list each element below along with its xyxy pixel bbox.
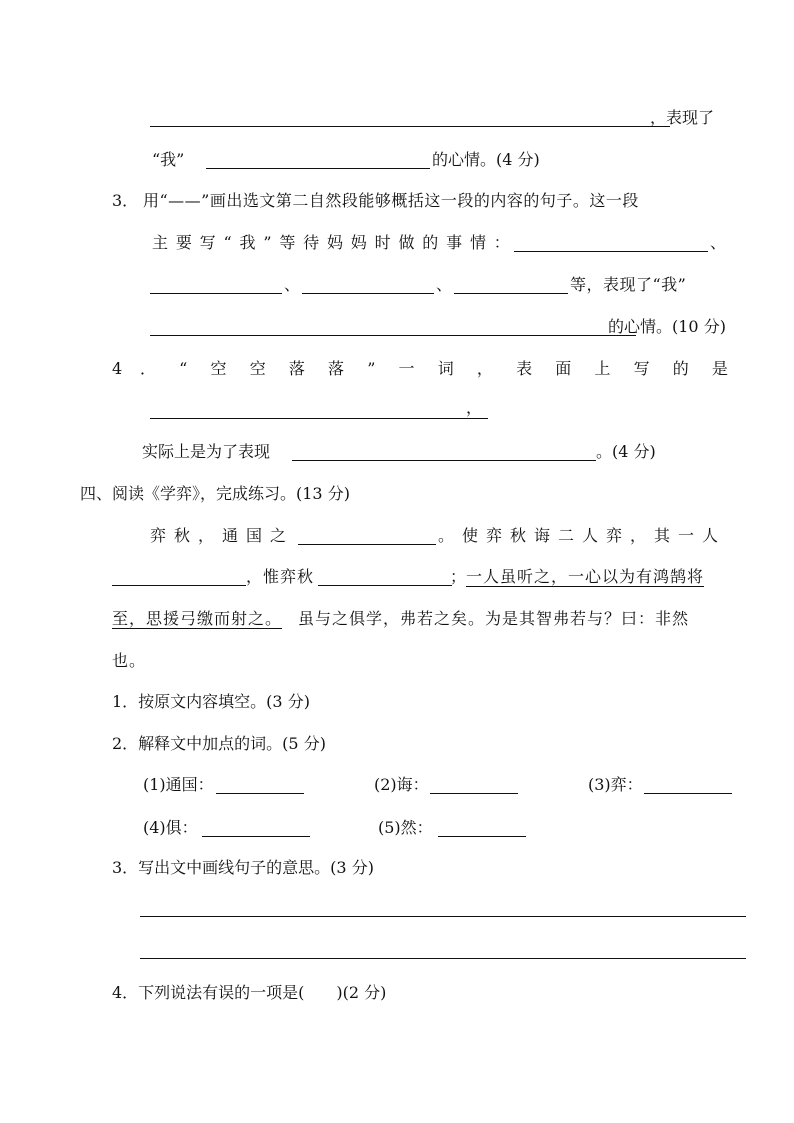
section-heading: 四、阅读《学弈》，完成练习。(13 分) (80, 484, 350, 503)
question-1: 1．按原文内容填空。(3 分) (112, 692, 310, 711)
q3-line4-suffix: 的心情。(10 分) (608, 317, 726, 336)
answer-blank[interactable] (298, 544, 436, 545)
question-4: 4．下列说法有误的一项是( )(2 分) (112, 983, 387, 1002)
q2-item-3-label: (3)弈： (588, 775, 643, 794)
answer-blank[interactable] (112, 585, 246, 586)
passage-line3-rest: 虽与之俱学，弗若之矣。为是其智弗若与？曰：非然 (298, 609, 690, 628)
passage-line1-prefix: 弈秋，通国之 (150, 526, 295, 545)
q2-item-4-label: (4)俱： (143, 818, 198, 837)
passage-line2-mid: ，惟弈秋 (246, 567, 315, 586)
passage-semicolon: ； (450, 567, 468, 586)
answer-blank[interactable] (150, 418, 488, 419)
answer-blank[interactable] (206, 168, 430, 169)
q2-line2-suffix: 的心情。(4 分) (432, 150, 540, 169)
q3-text-line2: 主 要 写 “ 我 ” 等 待 妈 妈 时 做 的 事 情 ： (152, 233, 510, 252)
answer-blank[interactable] (644, 793, 732, 794)
passage-line1-suffix: 。使弈秋诲二人弈，其一人 (438, 526, 727, 545)
passage-underlined-sentence-cont: 至，思援弓缴而射之。 (112, 609, 283, 628)
answer-blank[interactable] (454, 293, 568, 294)
question-3: 3．写出文中画线句子的意思。(3 分) (112, 858, 374, 877)
q4-line1: ． “ 空 空 落 落 ” 一 词 ， 表 面 上 写 的 是 (140, 359, 728, 378)
answer-blank[interactable] (318, 585, 452, 586)
q3-text-line1: 用“——”画出选文第二自然段能够概括这一段的内容的句子。这一段 (143, 191, 639, 210)
answer-blank[interactable] (216, 793, 304, 794)
q4-comma: ， (466, 398, 483, 417)
q3-number: 3． (112, 191, 139, 210)
answer-blank[interactable] (514, 251, 708, 252)
answer-blank[interactable] (150, 335, 636, 336)
answer-line[interactable] (140, 916, 746, 917)
answer-blank[interactable] (292, 460, 596, 461)
separator: 、 (710, 233, 727, 252)
answer-line[interactable] (140, 958, 746, 959)
q4-line3-suffix: 。(4 分) (596, 442, 656, 461)
q4-number: 4 (112, 359, 123, 378)
q2-line2-prefix: “我” (152, 150, 185, 169)
q2-item-5-label: (5)然： (378, 818, 433, 837)
q2-item-1-label: (1)通国： (143, 775, 214, 794)
q2-line1-suffix: ，表现了 (650, 108, 715, 127)
q2-item-2-label: (2)诲： (374, 775, 429, 794)
answer-blank[interactable] (150, 293, 282, 294)
answer-blank[interactable] (302, 293, 434, 294)
answer-blank[interactable] (438, 836, 526, 837)
q3-line3-suffix: 等，表现了“我” (570, 275, 687, 294)
separator: 、 (284, 275, 301, 294)
q4-line3-prefix: 实际上是为了表现 (142, 442, 271, 461)
passage-underlined-sentence: 一人虽听之，一心以为有鸿鹄将 (466, 567, 705, 586)
answer-blank[interactable] (202, 836, 310, 837)
passage-line4: 也。 (112, 651, 147, 670)
answer-blank[interactable] (150, 126, 670, 127)
separator: 、 (436, 275, 453, 294)
question-2: 2．解释文中加点的词。(5 分) (112, 734, 326, 753)
answer-blank[interactable] (430, 793, 518, 794)
